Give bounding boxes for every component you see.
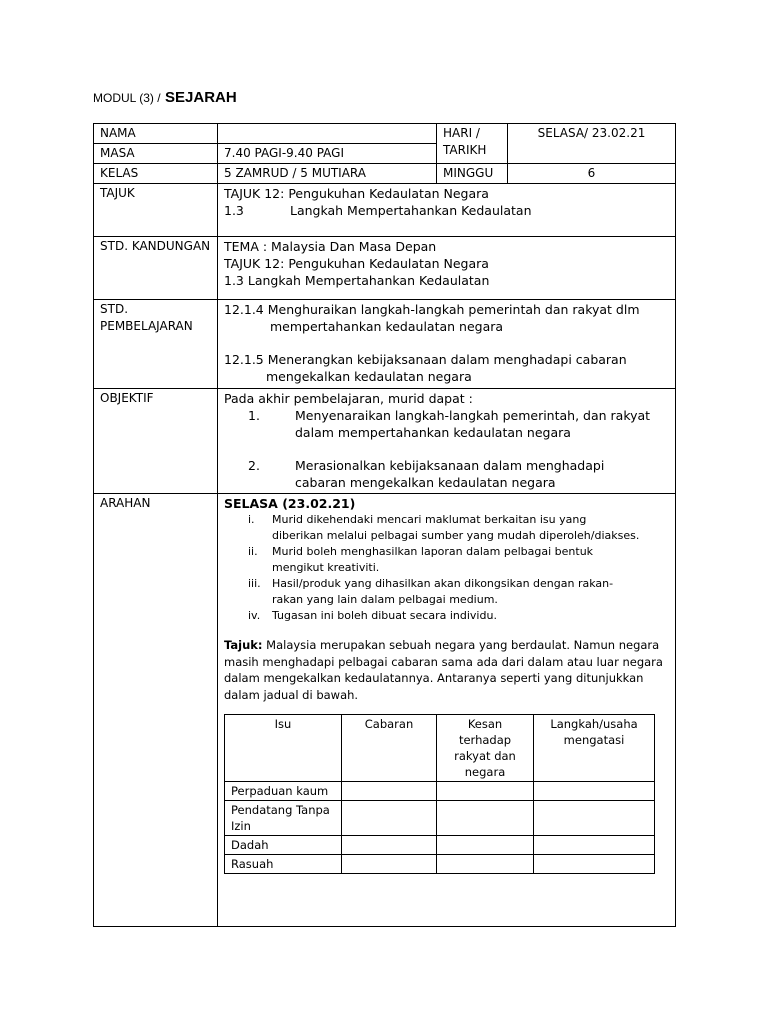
objektif-intro: Pada akhir pembelajaran, murid dapat : xyxy=(224,391,473,406)
std-kandungan-line2: TAJUK 12: Pengukuhan Kedaulatan Negara xyxy=(224,256,489,271)
arahan-item: iii. Hasil/produk yang dihasilkan akan dikongsikan dengan rakan- rakan yang lain dalam pelbagai medium. xyxy=(248,577,614,606)
tajuk-line2-num: 1.3 xyxy=(224,203,244,218)
issue-table-header xyxy=(225,715,655,782)
minggu-value: 6 xyxy=(508,164,676,184)
arahan-content xyxy=(218,494,676,927)
header-isu: Isu xyxy=(225,715,342,782)
tajuk-paragraph-label: Tajuk: xyxy=(224,638,263,652)
row-nama xyxy=(94,124,676,144)
std-pembelajaran-content xyxy=(218,300,676,389)
sp1-line1: 12.1.4 Menghuraikan langkah-langkah pemerintah dan rakyat dlm xyxy=(224,302,640,317)
tajuk-paragraph xyxy=(224,637,669,703)
issue-table xyxy=(224,714,655,874)
isu-cell: Perpaduan kaum xyxy=(225,782,342,801)
hari-label-line1: HARI / xyxy=(443,126,480,140)
std-pembelajaran-label-line1: STD. xyxy=(100,302,129,316)
table-row xyxy=(225,836,655,855)
table-row xyxy=(225,855,655,874)
arahan-label: ARAHAN xyxy=(94,494,218,927)
std-kandungan-label: STD. KANDUNGAN xyxy=(94,237,218,300)
module-label: MODUL (3) / xyxy=(93,91,161,105)
header-cabaran: Cabaran xyxy=(342,715,437,782)
std-kandungan-line1: TEMA : Malaysia Dan Masa Depan xyxy=(224,239,437,254)
arahan-list xyxy=(224,512,669,624)
sp2-line1: 12.1.5 Menerangkan kebijaksanaan dalam menghadapi cabaran xyxy=(224,352,627,367)
arahan-item: i. Murid dikehendaki mencari maklumat berkaitan isu yang diberikan melalui pelbagai sumber yang mudah diperoleh/diakses. xyxy=(248,513,640,542)
table-row xyxy=(225,801,655,836)
module-header xyxy=(93,89,237,107)
arahan-heading: SELASA (23.02.21) xyxy=(224,496,356,511)
header-langkah: Langkah/usaha mengatasi xyxy=(534,715,655,782)
tajuk-label: TAJUK xyxy=(94,184,218,237)
sp2-line2: mengekalkan kedaulatan negara xyxy=(266,369,472,384)
header-kesan: Kesan terhadap rakyat dan negara xyxy=(437,715,534,782)
std-kandungan-content xyxy=(218,237,676,300)
tajuk-content xyxy=(218,184,676,237)
nama-label: NAMA xyxy=(94,124,218,144)
tajuk-line2-text: Langkah Mempertahankan Kedaulatan xyxy=(290,203,532,218)
std-pembelajaran-label-line2: PEMBELAJARAN xyxy=(100,319,193,333)
hari-value: SELASA/ 23.02.21 xyxy=(508,124,676,164)
row-std-pembelajaran xyxy=(94,300,676,389)
isu-cell: Rasuah xyxy=(225,855,342,874)
objektif-label: OBJEKTIF xyxy=(94,389,218,494)
row-tajuk xyxy=(94,184,676,237)
kelas-value: 5 ZAMRUD / 5 MUTIARA xyxy=(218,164,437,184)
obj1-line2: dalam mempertahankan kedaulatan negara xyxy=(295,425,571,440)
arahan-item: ii. Murid boleh menghasilkan laporan dalam pelbagai bentuk mengikut kreativiti. xyxy=(248,545,594,574)
hari-label xyxy=(437,124,508,164)
table-row xyxy=(225,782,655,801)
kelas-label: KELAS xyxy=(94,164,218,184)
std-kandungan-line3: 1.3 Langkah Mempertahankan Kedaulatan xyxy=(224,273,490,288)
arahan-item: iv. Tugasan ini boleh dibuat secara individu. xyxy=(248,609,497,622)
lesson-plan-table xyxy=(93,123,676,927)
hari-label-line2: TARIKH xyxy=(443,143,487,157)
sp1-line2: mempertahankan kedaulatan negara xyxy=(270,319,504,334)
row-objektif xyxy=(94,389,676,494)
tajuk-paragraph-text: Malaysia merupakan sebuah negara yang berdaulat. Namun negara masih menghadapi pelbagai cabaran sama ada dari dalam atau luar negara dalam mengekalkan kedaulatannya. Antaranya seperti yang ditunjukkan dalam jadual di bawah. xyxy=(224,638,663,702)
row-std-kandungan xyxy=(94,237,676,300)
obj2-line1: Merasionalkan kebijaksanaan dalam menghadapi xyxy=(295,458,605,473)
minggu-label: MINGGU xyxy=(437,164,508,184)
row-kelas xyxy=(94,164,676,184)
obj1-line1: Menyenaraikan langkah-langkah pemerintah, dan rakyat xyxy=(295,408,651,423)
masa-label: MASA xyxy=(94,144,218,164)
isu-cell: Pendatang Tanpa Izin xyxy=(225,801,342,836)
obj1-num: 1. xyxy=(248,408,260,423)
subject-title: SEJARAH xyxy=(165,89,237,106)
row-arahan xyxy=(94,494,676,927)
nama-value xyxy=(218,124,437,144)
obj2-num: 2. xyxy=(248,458,260,473)
masa-value: 7.40 PAGI-9.40 PAGI xyxy=(218,144,437,164)
obj2-line2: cabaran mengekalkan kedaulatan negara xyxy=(295,475,556,490)
objektif-item-2 xyxy=(224,457,669,474)
objektif-content xyxy=(218,389,676,494)
std-pembelajaran-label xyxy=(94,300,218,389)
isu-cell: Dadah xyxy=(225,836,342,855)
tajuk-line2 xyxy=(224,202,669,219)
objektif-item-1 xyxy=(224,407,669,424)
tajuk-line1: TAJUK 12: Pengukuhan Kedaulatan Negara xyxy=(224,186,489,201)
